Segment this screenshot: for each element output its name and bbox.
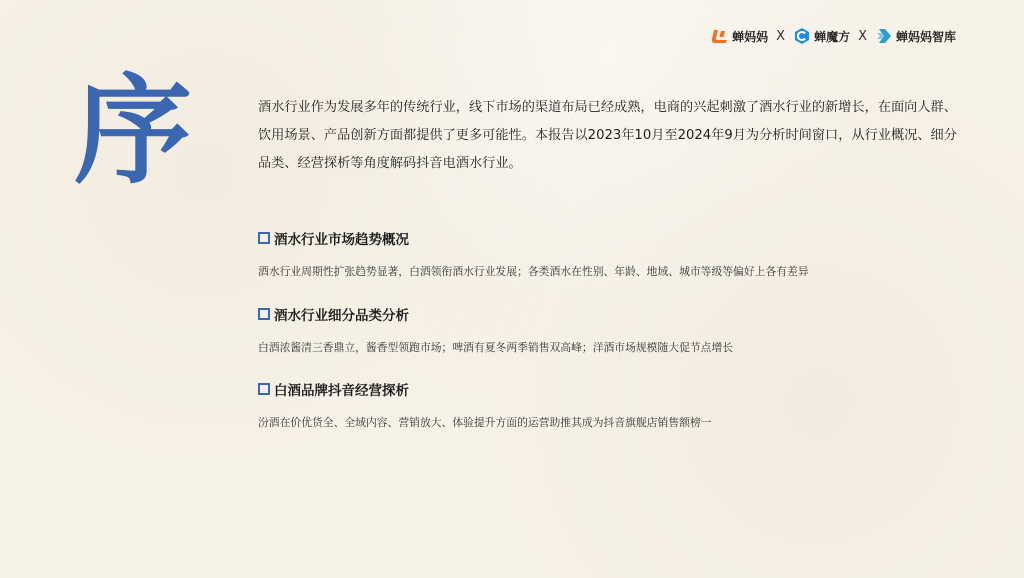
section-heading-label: 酒水行业市场趋势概况 — [274, 232, 409, 248]
intro-paragraph: 酒水行业作为发展多年的传统行业，线下市场的渠道布局已经成熟，电商的兴起刺激了酒水行业的新增长，在面向人群、饮用场景、产品创新方面都提供了更多可能性。本报告以2023年10月至2024年9月为分析时间窗口，从行业概况、细分品类、经营探析等角度解码抖音电酒水行业。 — [258, 100, 957, 171]
section-heading — [258, 379, 958, 399]
logo-separator: X — [776, 28, 786, 44]
section-description: 白酒浓酱清三香鼎立，酱香型领跑市场；啤酒有夏冬两季销售双高峰；洋酒市场规模随大促节点增长 — [258, 341, 734, 354]
page-title-char: 序 — [74, 62, 193, 200]
section-heading — [258, 228, 958, 248]
section-heading — [258, 304, 958, 324]
square-bullet-icon — [258, 232, 270, 244]
section-description: 汾酒在价优货全、全域内容、营销放大、体验提升方面的运营助推其成为抖音旗舰店销售额榜一 — [258, 416, 712, 429]
logo-bar — [711, 26, 956, 46]
chanmama-zhiku-logo-icon — [875, 27, 893, 45]
section-heading-label: 酒水行业细分品类分析 — [274, 308, 409, 324]
chanmofang-logo-label: 蝉魔方 — [814, 29, 851, 44]
chanmama-zhiku-logo — [875, 27, 956, 45]
square-bullet-icon — [258, 308, 270, 320]
section-heading-label: 白酒品牌抖音经营探析 — [274, 383, 409, 399]
logo-separator-2: X — [858, 28, 867, 44]
section-brand-operation — [258, 379, 958, 430]
chanmama-zhiku-logo-label: 蝉妈妈智库 — [895, 29, 956, 44]
chanmama-logo-label: 蝉妈妈 — [732, 29, 769, 44]
chanmama-logo-icon — [711, 28, 729, 44]
section-category-analysis — [258, 304, 958, 355]
square-bullet-icon — [258, 383, 270, 395]
chanmama-logo — [711, 28, 768, 45]
section-description: 酒水行业周期性扩张趋势显著，白酒领衔酒水行业发展；各类酒水在性别、年龄、地域、城市等级等偏好上各有差异 — [258, 265, 809, 278]
chanmofang-logo — [793, 27, 850, 45]
chanmofang-logo-icon — [793, 27, 811, 45]
section-market-trend — [258, 228, 958, 279]
